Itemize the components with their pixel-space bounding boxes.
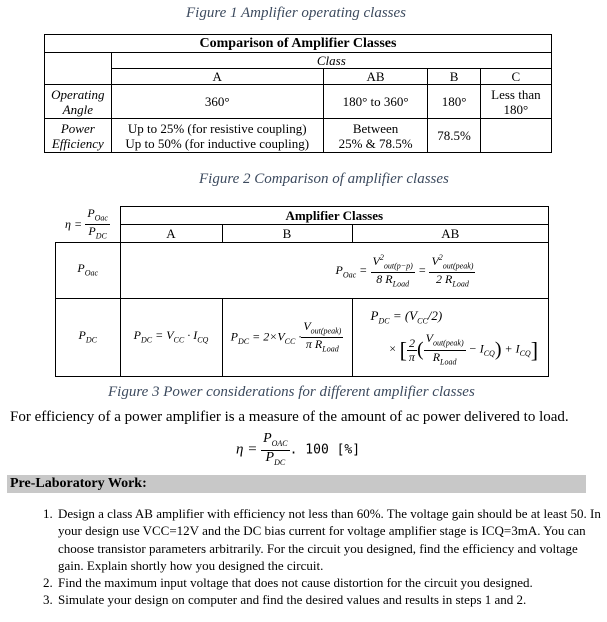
figure-3-caption: Figure 3 Power considerations for different amplifier classes: [108, 384, 475, 400]
col-AB: AB: [323, 69, 428, 85]
row-pac-label: $P_{Oac}$: [56, 243, 121, 299]
table2-col-B: B: [222, 225, 352, 243]
step-1: 1. Design a class AB amplifier with efficiency not less than 60%. The voltage gain should be at least 50. In your design use VCC=12V and the DC bias current for voltage amplifier stage is ICQ=3mA. You can choose transistor parameters arbitrarily. For the circuit you designed, find the efficiency and voltage gain. Explain shortly how you designed the circuit.: [56, 505, 604, 574]
step-3: 3. Simulate your design on computer and find the desired values and results in steps 1 and 2.: [56, 591, 604, 608]
angle-C: Less than 180°: [480, 85, 551, 119]
step-2: 2. Find the maximum input voltage that does not cause distortion for the circuit you designed.: [56, 574, 604, 591]
figure-1-caption: Figure 1 Amplifier operating classes: [186, 5, 406, 21]
efficiency-AB: Between 25% & 78.5%: [323, 119, 428, 153]
efficiency-A: Up to 25% (for resistive coupling) Up to 50% (for inductive coupling): [111, 119, 323, 153]
col-B: B: [428, 69, 480, 85]
pdc-formula-AB: $P_{DC} = (V_{CC}/2)$ × [ $\frac{2}{\pi}$ ( $\frac{V_{out(peak)}}{R_{Load}}$ − $I_{CQ}) + I_{CQ}$]: [352, 299, 549, 377]
eta-formula-cell: η = $\frac{P_{Oac}}{P_{DC}}$: [56, 207, 121, 243]
efficiency-B: 78.5%: [428, 119, 480, 153]
figure-2-caption: Figure 2 Comparison of amplifier classes: [199, 171, 449, 187]
angle-AB: 180° to 360°: [323, 85, 428, 119]
efficiency-sentence: For efficiency of a power amplifier is a measure of the amount of ac power delivered to load.: [10, 409, 569, 425]
table2-header: Amplifier Classes: [120, 207, 549, 225]
col-A: A: [111, 69, 323, 85]
table1-corner: [45, 53, 112, 85]
table2-col-A: A: [120, 225, 222, 243]
efficiency-formula: η = $\frac{P_{OAC}}{P_{DC}}$ . 100 [%]: [236, 431, 361, 467]
efficiency-C: [480, 119, 551, 153]
table1-class-header: Class: [111, 53, 551, 69]
col-C: C: [480, 69, 551, 85]
row-pdc-label: $P_{DC}$: [56, 299, 121, 377]
pac-formula: $P_{Oac}$ = $\frac{V^2_{out(p-p)}}{8 R_{Load}}$ = $\frac{V^2_{out(peak)}}{2 R_{Load}}$: [120, 243, 549, 299]
table2-col-AB: AB: [352, 225, 549, 243]
row-power-efficiency-label: Power Efficiency: [45, 119, 112, 153]
row-operating-angle-label: Operating Angle: [45, 85, 112, 119]
prelab-heading: Pre-Laboratory Work:: [7, 475, 586, 493]
power-considerations-table: [55, 206, 549, 377]
prelab-steps: [38, 505, 604, 609]
angle-A: 360°: [111, 85, 323, 119]
pdc-formula-A: $P_{DC} = V_{CC} \cdot I_{CQ}$: [120, 299, 222, 377]
angle-B: 180°: [428, 85, 480, 119]
pdc-formula-B: $P_{DC} = 2\times V_{CC}$ · $\frac{V_{out(peak)}}{\pi R_{Load}}$: [222, 299, 352, 377]
table1-title: Comparison of Amplifier Classes: [45, 35, 552, 53]
amplifier-classes-table: [44, 34, 552, 153]
